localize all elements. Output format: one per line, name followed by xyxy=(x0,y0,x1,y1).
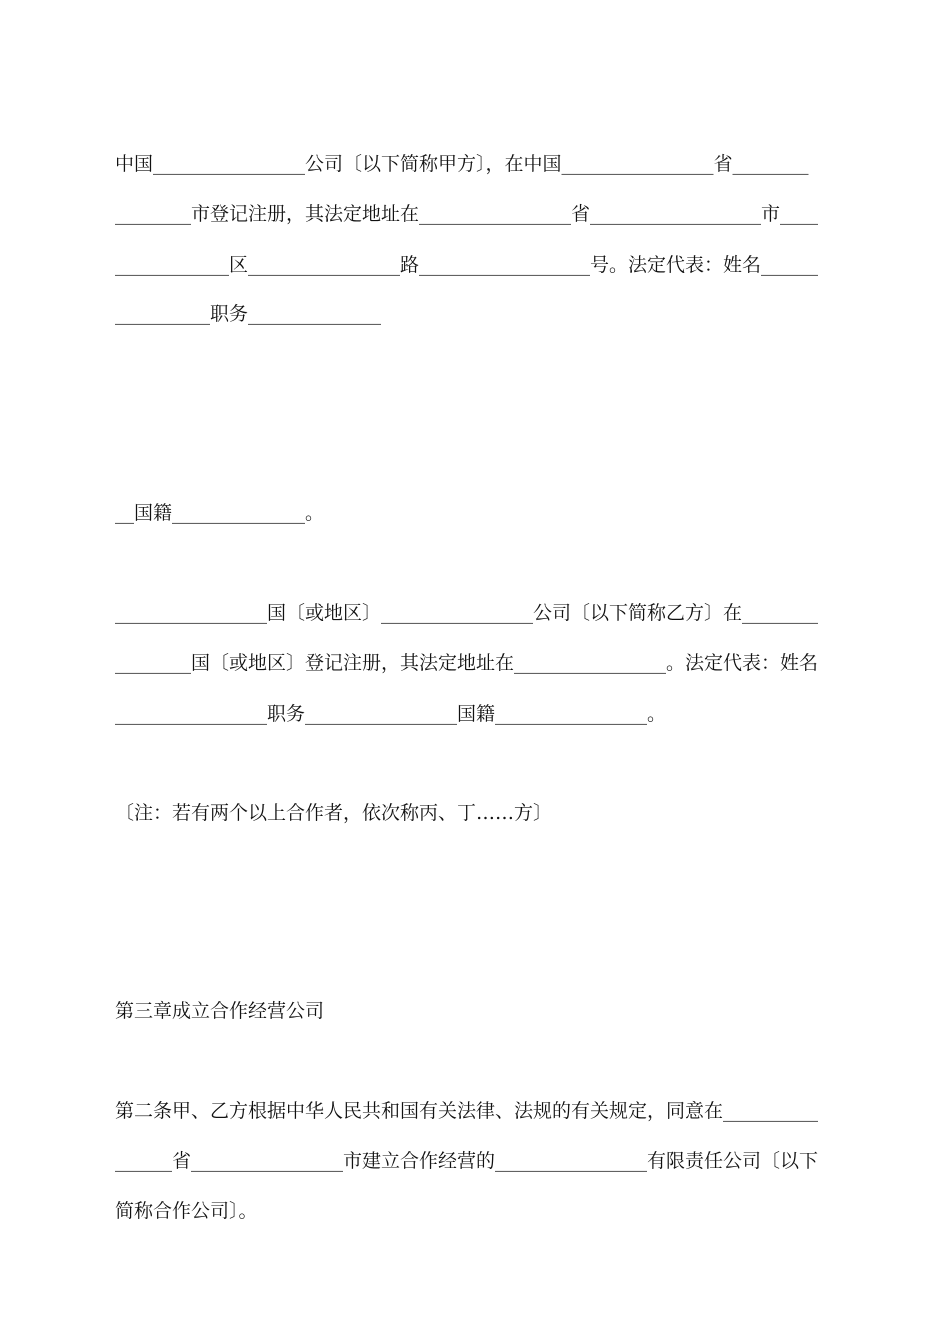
party-a-line-2: ________市登记注册，其法定地址在________________省__________________市____ xyxy=(115,203,819,225)
party-a-line-4: __________职务______________ xyxy=(115,303,382,325)
party-a-line-1: 中国________________公司〔以下简称甲方〕，在中国________________省________ xyxy=(115,153,809,175)
note-text: 〔注：若有两个以上合作者，依次称丙、丁……方〕 xyxy=(115,802,553,824)
chapter-heading: 第三章成立合作经营公司 xyxy=(115,1000,325,1022)
party-b-line-2: ________国〔或地区〕登记注册，其法定地址在________________。法定代表：姓名 xyxy=(115,652,819,674)
party-b-line-1: ________________国〔或地区〕________________公司〔以下简称乙方〕在________ xyxy=(115,602,819,624)
party-a-line-3: ____________区________________路__________________号。法定代表：姓名______ xyxy=(115,254,819,276)
article-2-line-3: 简称合作公司〕。 xyxy=(115,1200,258,1222)
party-b-line-3: ________________职务________________国籍________________。 xyxy=(115,703,667,725)
article-2-line-1: 第二条甲、乙方根据中华人民共和国有关法律、法规的有关规定，同意在__________ xyxy=(115,1100,819,1122)
party-a-nationality: __国籍______________。 xyxy=(115,502,325,524)
article-2-line-2: ______省________________市建立合作经营的________________有限责任公司〔以下 xyxy=(115,1150,819,1172)
